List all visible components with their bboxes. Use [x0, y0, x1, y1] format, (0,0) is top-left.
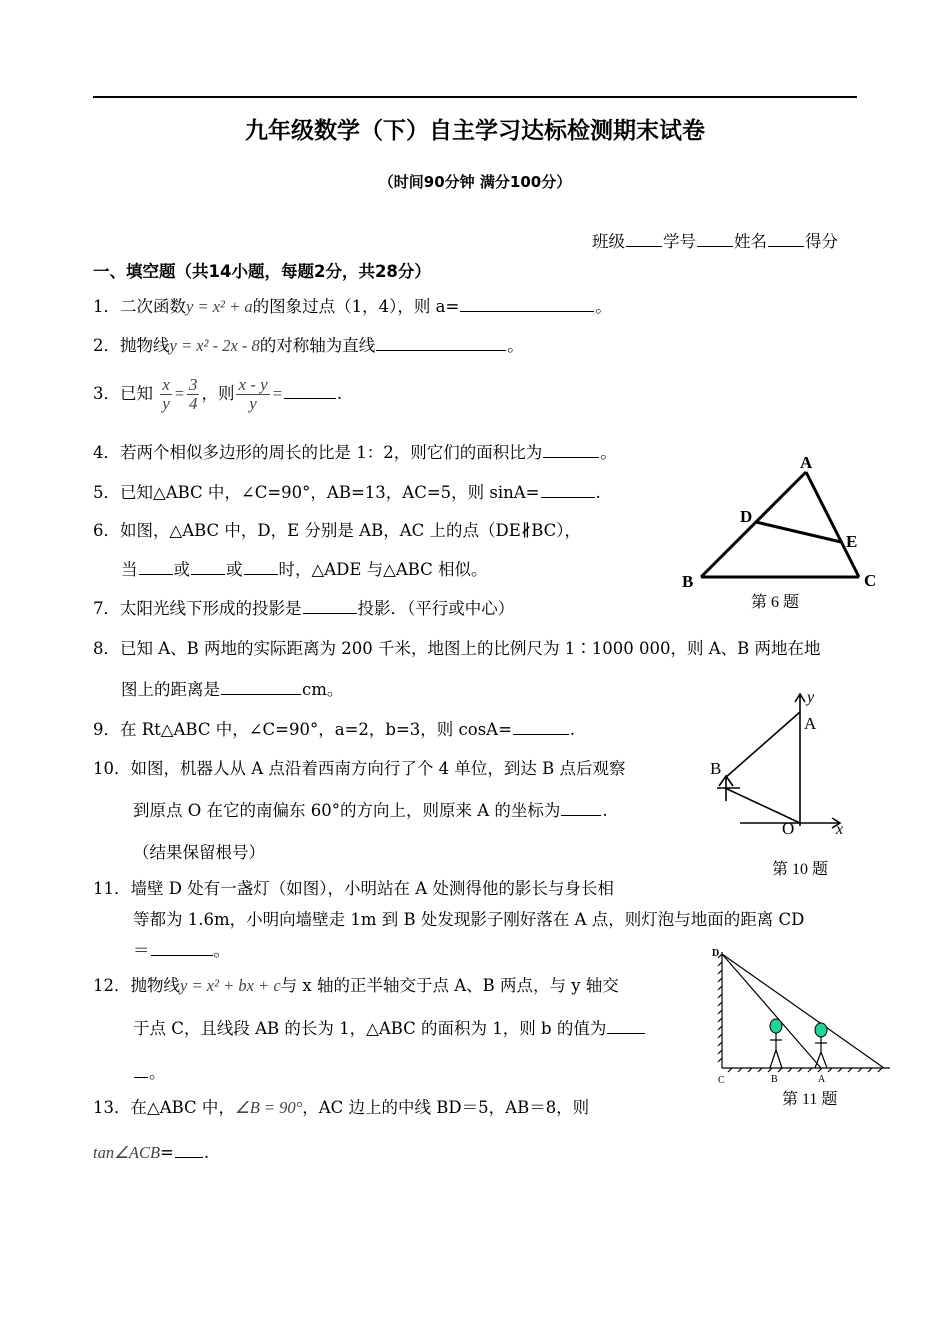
class-blank[interactable] — [626, 245, 662, 247]
q13-tan-formula: tan∠ACB — [93, 1143, 161, 1162]
fig6-label-b: B — [682, 572, 694, 591]
section-heading: 一、填空题（共14小题，每题2分，共28分） — [93, 262, 431, 281]
person-at-b — [770, 1019, 782, 1068]
q4-answer-blank[interactable] — [543, 456, 599, 458]
q3-answer-blank[interactable] — [284, 397, 336, 399]
q3-fraction-x-over-y: $\frac{x}{y}$ — [162, 375, 170, 413]
top-rule — [93, 96, 857, 98]
question-9: 9．在 Rt△ABC 中，∠C=90°，a=2，b=3，则 cosA= . — [93, 720, 576, 739]
q9-answer-blank[interactable] — [513, 733, 569, 735]
name-blank[interactable] — [768, 245, 804, 247]
question-11-line-1: 11．墙壁 D 处有一盏灯（如图），小明站在 A 处测得他的影长与身长相 — [93, 879, 614, 898]
question-11-line-3: ＝ 。 — [133, 941, 230, 960]
q5-answer-blank[interactable] — [541, 496, 595, 498]
question-8-line-1: 8．已知 A、B 两地的实际距离为 200 千米，地图上的比例尺为 1∶1000 000，则 A、B 两地在地 — [93, 639, 821, 658]
question-7: 7．太阳光线下形成的投影是 投影．（平行或中心） — [93, 599, 515, 618]
fig10-label-x: x — [836, 821, 844, 838]
q13-angle: ∠B = 90° — [234, 1098, 303, 1117]
question-5: 5．已知△ABC 中，∠C=90°，AB=13，AC=5，则 sinA= . — [93, 483, 601, 502]
question-11-line-2: 等都为 1.6m，小明向墙壁走 1m 到 B 处发现影子刚好落在 A 点，则灯泡与地面的距离 CD — [133, 910, 805, 929]
q1-formula: y = x² + a — [186, 297, 253, 316]
id-label: 学号 — [663, 232, 696, 251]
question-10-line-2: 到原点 O 在它的南偏东 60°的方向上，则原来 A 的坐标为 . — [133, 801, 608, 820]
fig11-label-d: D — [712, 948, 720, 959]
id-blank[interactable] — [697, 245, 733, 247]
fig6-caption: 第 6 题 — [751, 594, 800, 611]
q2-answer-blank[interactable] — [376, 349, 506, 351]
q11-answer-blank[interactable] — [151, 954, 213, 956]
q12-formula: y = x² + bx + c — [180, 976, 281, 995]
fig10-label-b: B — [710, 759, 722, 778]
q10-answer-blank[interactable] — [561, 814, 601, 816]
student-info-line — [592, 231, 838, 253]
q12-answer-blank[interactable] — [607, 1032, 645, 1034]
question-13-line-1: 13．在△ABC 中，∠B = 90°，AC 边上的中线 BD＝5，AB＝8，则 — [93, 1098, 590, 1117]
fig11-caption: 第 11 题 — [782, 1091, 838, 1108]
figure-6 — [676, 450, 886, 615]
question-13-line-2: tan∠ACB= . — [93, 1143, 210, 1162]
q2-formula: y = x² - 2x - 8 — [169, 336, 260, 355]
fig11-label-b: B — [771, 1074, 778, 1085]
q3-fraction-expression: $\frac{x - y}{y}$ — [238, 375, 268, 413]
question-6-line-2: 当 或 或 时，△ADE 与△ABC 相似。 — [121, 560, 488, 579]
fig6-label-e: E — [846, 532, 858, 551]
question-12-line-2: 于点 C，且线段 AB 的长为 1，△ABC 的面积为 1，则 b 的值为 — [133, 1018, 646, 1040]
fig10-label-o: O — [782, 819, 795, 838]
fig10-label-a: A — [804, 714, 817, 733]
q8-answer-blank[interactable] — [221, 693, 301, 695]
fig11-label-c: C — [718, 1075, 725, 1086]
class-label: 班级 — [592, 232, 625, 251]
fig10-caption: 第 10 题 — [772, 861, 829, 878]
q6-blank-1[interactable] — [139, 573, 173, 575]
fig6-label-d: D — [740, 507, 753, 526]
question-12-line-3: 。 — [133, 1062, 166, 1084]
question-6-line-1: 6．如图，△ABC 中，D，E 分别是 AB，AC 上的点（DE∦BC）， — [93, 521, 582, 540]
question-10-line-1: 10．如图，机器人从 A 点沿着西南方向行了个 4 单位，到达 B 点后观察 — [93, 759, 626, 778]
question-2: 2．抛物线y = x² - 2x - 8的对称轴为直线 。 — [93, 336, 524, 355]
question-8-line-2: 图上的距离是 cm。 — [121, 680, 344, 699]
question-4: 4．若两个相似多边形的周长的比是 1：2，则它们的面积比为 。 — [93, 443, 617, 462]
name-label: 姓名 — [734, 232, 767, 251]
fig6-label-a: A — [800, 453, 813, 472]
fig10-label-y: y — [807, 689, 815, 706]
q13-answer-blank[interactable] — [175, 1156, 203, 1158]
q1-answer-blank[interactable] — [460, 310, 594, 312]
q3-fraction-3-over-4: $\frac{3}{4}$ — [188, 375, 198, 413]
fig6-label-c: C — [864, 571, 877, 590]
score-label: 得分 — [805, 232, 838, 251]
person-at-a — [815, 1023, 827, 1068]
figure-10 — [700, 686, 870, 886]
q6-blank-2[interactable] — [191, 573, 225, 575]
exam-subtitle: （时间90分钟 满分100分） — [378, 173, 572, 191]
question-3: 3．已知 $\frac{x}{y}$ = $\frac{3}{4}$ ，则 $\frac{x - y}{y}$ = . — [93, 375, 343, 413]
question-10-line-3: （结果保留根号） — [133, 843, 265, 862]
q7-answer-blank[interactable] — [303, 612, 357, 614]
question-12-line-1: 12．抛物线y = x² + bx + c与 x 轴的正半轴交于点 A、B 两点，与 y 轴交 — [93, 976, 619, 995]
figure-11 — [708, 944, 898, 1114]
q12-answer-blank-cont[interactable] — [134, 1076, 148, 1078]
fig11-label-a: A — [818, 1074, 826, 1085]
exam-title: 九年级数学（下）自主学习达标检测期末试卷 — [245, 118, 705, 144]
q6-blank-3[interactable] — [244, 573, 278, 575]
question-1: 1．二次函数y = x² + a的图象过点（1，4），则 a= 。 — [93, 297, 612, 316]
